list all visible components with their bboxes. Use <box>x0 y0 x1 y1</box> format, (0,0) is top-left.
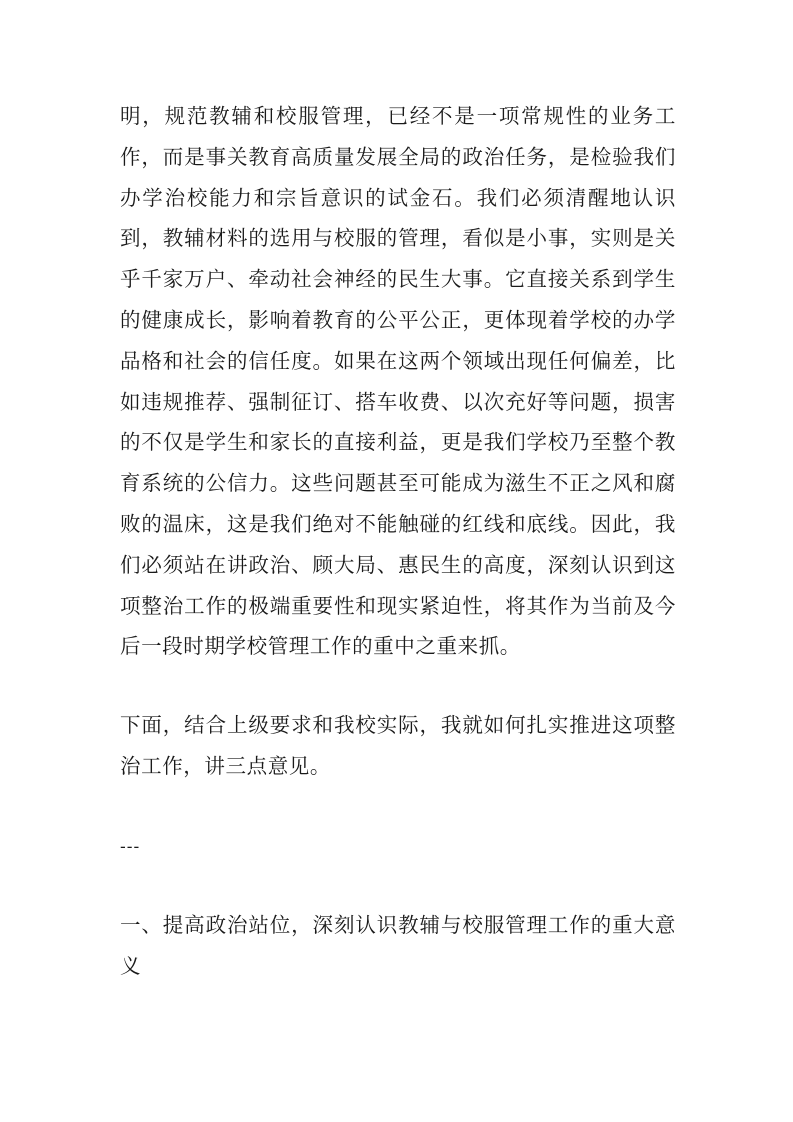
body-paragraph-1: 明，规范教辅和校服管理，已经不是一项常规性的业务工作，而是事关教育高质量发展全局的政治任务，是检验我们办学治校能力和宗旨意识的试金石。我们必须清醒地认识到，教辅材料的选用与校服的管理，看似是小事，实则是关乎千家万户、牵动社会神经的民生大事。它直接关系到学生的健康成长，影响着教育的公平公正，更体现着学校的办学品格和社会的信任度。如果在这两个领域出现任何偏差，比如违规推荐、强制征订、搭车收费、以次充好等问题，损害的不仅是学生和家长的直接利益，更是我们学校乃至整个教育系统的公信力。这些问题甚至可能成为滋生不正之风和腐败的温床，这是我们绝对不能触碰的红线和底线。因此，我们必须站在讲政治、顾大局、惠民生的高度，深刻认识到这项整治工作的极端重要性和现实紧迫性，将其作为当前及今后一段时期学校管理工作的重中之重来抓。 <box>120 104 676 659</box>
document-page <box>120 96 676 986</box>
section-heading-1: 一、提高政治站位，深刻认识教辅与校服管理工作的重大意义 <box>120 912 676 978</box>
section-separator: --- <box>120 836 141 857</box>
body-paragraph-2: 下面，结合上级要求和我校实际，我就如何扎实推进这项整治工作，讲三点意见。 <box>120 713 676 778</box>
